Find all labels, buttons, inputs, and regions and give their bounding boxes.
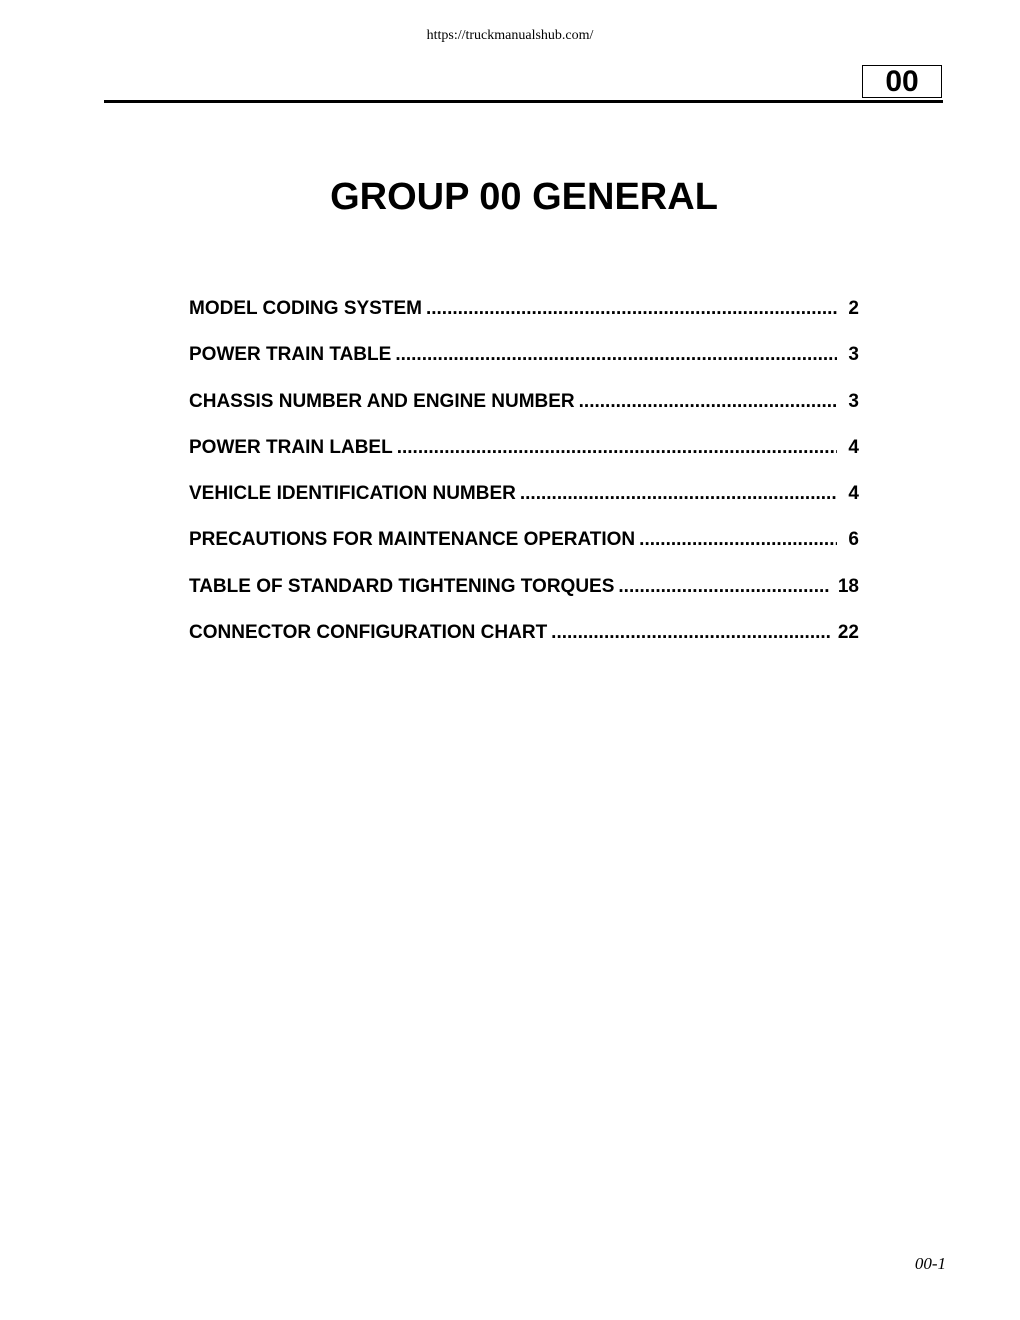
page-number: 00-1 xyxy=(914,1254,946,1273)
toc-item-connector-configuration-chart[interactable] xyxy=(189,620,859,666)
toc-item-vehicle-identification-number[interactable] xyxy=(189,481,859,527)
toc-item-label: POWER TRAIN LABEL xyxy=(189,436,393,458)
toc-item-label: MODEL CODING SYSTEM xyxy=(189,298,422,319)
toc-item-label: CONNECTOR CONFIGURATION CHART xyxy=(189,622,548,644)
toc-item-precautions-maintenance[interactable] xyxy=(189,527,859,573)
toc-item-page: 6 xyxy=(848,529,859,551)
toc-item-page: 3 xyxy=(848,344,859,366)
toc-item-page: 18 xyxy=(837,575,859,597)
toc-item-label: VEHICLE IDENTIFICATION NUMBER xyxy=(189,483,516,505)
toc-item-page: 4 xyxy=(848,436,859,458)
toc-dot-leader xyxy=(579,389,837,415)
toc-dot-leader xyxy=(618,574,829,600)
toc-dot-leader xyxy=(551,620,830,646)
table-of-contents xyxy=(189,296,859,666)
group-code-badge: 00 xyxy=(862,65,942,98)
header-rule xyxy=(104,100,943,103)
toc-item-page: 2 xyxy=(848,298,859,319)
page-title: GROUP 00 GENERAL xyxy=(330,176,718,218)
toc-dot-leader xyxy=(395,342,837,368)
toc-item-label: TABLE OF STANDARD TIGHTENING TORQUES xyxy=(189,575,615,597)
page-url[interactable]: https://truckmanualshub.com/ xyxy=(426,28,594,43)
toc-item-label: CHASSIS NUMBER AND ENGINE NUMBER xyxy=(189,390,575,412)
toc-item-chassis-and-engine-number[interactable] xyxy=(189,389,859,435)
toc-item-page: 4 xyxy=(848,483,859,505)
toc-dot-leader xyxy=(639,527,837,553)
toc-dot-leader xyxy=(426,296,837,322)
toc-item-page: 22 xyxy=(837,622,859,644)
toc-item-page: 3 xyxy=(848,390,859,412)
toc-item-power-train-label[interactable] xyxy=(189,435,859,481)
toc-dot-leader xyxy=(397,435,837,461)
toc-item-tightening-torques[interactable] xyxy=(189,574,859,620)
toc-item-label: POWER TRAIN TABLE xyxy=(189,344,392,366)
toc-dot-leader xyxy=(520,481,837,507)
toc-item-model-coding-system[interactable] xyxy=(189,296,859,342)
toc-item-label: PRECAUTIONS FOR MAINTENANCE OPERATION xyxy=(189,529,636,551)
toc-item-power-train-table[interactable] xyxy=(189,342,859,388)
